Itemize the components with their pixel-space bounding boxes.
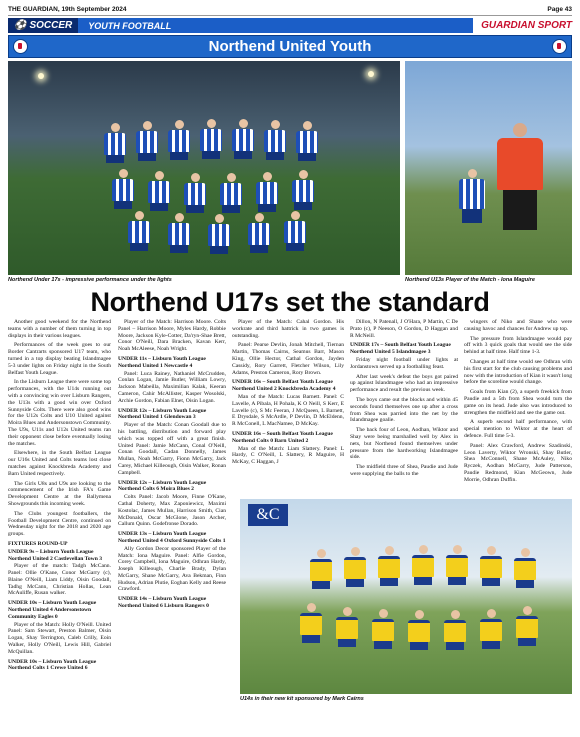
fixture-report: Ally Gordon Decor sponsored Player of the Match: Iona Maguire. Panel: Alfie Gordon, Corey Campbell, Iona Maguire, Odhran Hardy, Joseph Killeough, Charlie Brady, Dylan McGarry, Shane McGarry, Ava Bekman, Finn Hudson, Adrian Plutie, Eoghan Kelly and Reese Crawford. xyxy=(118,545,226,593)
fixture-score: Northend Colts 1 Crewe United 6 xyxy=(8,665,88,672)
fixture-report: Man of the Match: Lucas Barnett. Panel: C Lavelle, A Pibala, H Pohala, K O Neill, S Kerr, E Lavelle (c), S Mc Feeran, J McQueen, L Barnett, E Drysdale, S McArdle, P Devlin, D McEldenn, R McConell, L MacNamee, D McKay. xyxy=(232,393,344,428)
article-column-2 xyxy=(118,319,226,731)
masthead xyxy=(8,4,572,16)
player-figure xyxy=(480,609,502,649)
fixture-league-heading: UNDER 11s – Lisburn Youth League xyxy=(118,355,206,362)
article-paragraph: The back four of Leon, Aodhan, Wiktor and Shay were being marshalled well by Alex in nets, but Northend found themselves under pressure from the hardworking Islandmagee side. xyxy=(350,427,458,461)
article-column-4 xyxy=(350,319,458,494)
player-figure xyxy=(232,119,254,159)
player-figure xyxy=(292,170,314,210)
article-paragraph: wingers of Niko and Shane who were causing havoc and chances for Andrew up top. xyxy=(464,319,572,332)
fixture-score: Northend United 4 Andersonstown Community Eagles 0 xyxy=(8,607,92,620)
fixture-league-heading: UNDER 16s – South Belfast Youth League xyxy=(232,379,333,386)
article-column-1 xyxy=(8,319,111,731)
fixture-score: Northend United 1 Glendowan 3 xyxy=(118,414,196,421)
fixture-score: Northend United 1 Newcastle 4 xyxy=(118,362,193,369)
club-crest-icon xyxy=(13,39,28,54)
player-figure xyxy=(444,610,466,650)
club-crest-icon xyxy=(552,39,567,54)
player-figure xyxy=(296,121,318,161)
fixture-league-heading: UNDER 17s – South Belfast Youth League xyxy=(350,342,451,349)
fixture-report: Player of the Match: Harrison Moore. Colts Panel – Harrison Moore, Myles Hardy, Robbie Moore, Jackson Kyle-Cotter, Da'ryn-Shae Brett, Conor O'Neill, Dara Bracken, Kavan Kerr, Noah McAleese, Noah Wright. xyxy=(118,319,226,353)
fixture-league-heading: UNDER 13s – Lisburn Youth League xyxy=(118,531,207,538)
player-figure xyxy=(480,546,502,586)
fixture-report: Player of the match: Tadgh McCann. Panel: Ollie O'Kane, Conor McGarry (c), Blaine O'Neill, Liam Liddy, Oisin Goodall, Tadhg McCann, Christian Hollas, Lean McAuliffe, Rusan walker. xyxy=(8,563,111,597)
player-figure xyxy=(148,171,170,211)
article-paragraph: The Clubs youngest footballers, the Football Development Centre, continued on Wednesday night for the 2018 and 2020 age groups. xyxy=(8,510,111,538)
fixture-score: Northend United 2 Castlevellan Town 3 xyxy=(8,555,103,562)
headline: Northend U17s set the standard xyxy=(90,287,490,317)
player-figure xyxy=(378,546,400,586)
player-figure xyxy=(372,609,394,649)
floodlight-icon xyxy=(368,71,374,77)
player-of-match-photo xyxy=(405,61,572,275)
fixture-score: Northend Colts 6 Moira Blues 2 xyxy=(118,486,194,493)
fixture-score: Northend Colts 0 Barn United 2 xyxy=(232,437,309,444)
section-bar xyxy=(8,18,572,33)
article-column-3 xyxy=(232,319,344,494)
player-figure xyxy=(344,547,366,587)
player-figure xyxy=(128,211,150,251)
article-paragraph: Another good weekend for the Northend teams with a number of them turning in top displays in their various leagues. xyxy=(8,319,111,339)
article-paragraph: The boys came out the blocks and within 45 seconds found themselves one up after a cross from Shea was parried into the net by the Islandmagee goalie. xyxy=(350,396,458,424)
player-figure xyxy=(516,606,538,646)
player-figure xyxy=(256,172,278,212)
fixture-league-heading: UNDER 9s – Lisburn Youth League xyxy=(8,548,94,555)
player-figure xyxy=(208,214,230,254)
fixture-report: Dillon, N Patenall, J O'Hara, P Martin, C De Prato (c), P Neeson, O Gordon, D Haggan and R McNeill. xyxy=(350,319,458,339)
fixture-league-heading: UNDER 10s – Lisburn Youth League xyxy=(8,658,97,665)
article-paragraph: Changes at half time would see Odhran with his first start for the club causing problems and now with the introduction of Kian it wasn't long before the scoreline would change. xyxy=(464,358,572,386)
player-figure xyxy=(310,549,332,589)
photo-caption-main: Northend Under 17s - impressive performance under the lights xyxy=(8,277,172,283)
fixture-league-heading: UNDER 14s – Lisburn Youth League xyxy=(118,596,207,603)
fixture-score: Northend United 6 Lisburn Rangers 0 xyxy=(118,603,209,610)
player-figure xyxy=(284,211,306,251)
football-icon: ⚽ xyxy=(14,20,27,31)
fixture-league-heading: UNDER 12s – Lisburn Youth League xyxy=(118,479,207,486)
player-figure xyxy=(459,169,485,223)
article-paragraph: After last week's defeat the boys got paired up against Islandmagee who had an impressive performance and result the previous week. xyxy=(350,373,458,394)
player-figure xyxy=(220,173,242,213)
article-paragraph: Performances of the week goes to our Border Cantrarts sponsored U17 team, who turned in a top display beating Islandmagee 5-3 under lights on Friday night in the South Belfast Youth League. xyxy=(8,342,111,376)
fixture-score: Northend United 2 Knockbreda Academy 4 xyxy=(232,386,336,393)
guardian-sport-logo: GUARDIAN SPORT xyxy=(481,20,572,31)
sponsor-logo: &C xyxy=(248,504,288,526)
referee-figure xyxy=(497,123,543,230)
soccer-label: SOCCER xyxy=(29,20,73,31)
player-figure xyxy=(514,548,536,588)
article-column-5 xyxy=(464,319,572,494)
photo-caption-side: Northend U13s Player of the Match - Iona Maguire xyxy=(405,277,535,283)
team-photo-u17 xyxy=(8,61,400,275)
masthead-date: THE GUARDIAN, 19th September 2024 xyxy=(8,6,127,13)
fixture-report: Player of the Match: Holly O'Neill. United Panel: Sam Stewart, Preston Balmer, Oisin Logan, Shay Terrington, Caleb Crilly, Eoin Walker, Holly O'Neill, Lewis Hill, Gabriel McQuillan. xyxy=(8,621,111,655)
player-figure xyxy=(408,610,430,650)
fixture-report: Man of the Match: Liam Slattery. Panel: L Hardy, C O'Neill, L Slattery, R Maguire, H McKay, C Haggan, J xyxy=(232,445,344,466)
soccer-tag xyxy=(8,18,78,33)
player-figure xyxy=(300,603,322,643)
player-figure xyxy=(112,169,134,209)
floodlight-icon xyxy=(38,73,44,79)
player-figure xyxy=(136,121,158,161)
article-paragraph: The Girls U8s and U9s are looking to the commencement of the Irish FA's Game Development Centre at the Ballymena Showgrounds this incoming week. xyxy=(8,480,111,507)
player-figure xyxy=(168,213,190,253)
player-figure xyxy=(200,119,222,159)
player-figure xyxy=(184,173,206,213)
player-figure xyxy=(412,545,434,585)
article-paragraph: The midfield three of Shea, Paudie and Jude were supplying the balls to the xyxy=(350,464,458,477)
player-figure xyxy=(168,120,190,160)
banner-title: Northend United Youth xyxy=(208,38,372,55)
player-figure xyxy=(264,120,286,160)
player-figure xyxy=(104,123,126,163)
fixture-league-heading: UNDER 12s – Lisburn Youth League xyxy=(118,407,207,414)
article-paragraph: In the Lisburn League there were some top performances, with the U14s running out with a convincing win over Lisburn Rangers, the U13s with a good win over Oxford Sunnyside Colts. There were also good wins for the U12s Colts and U10 United against Moira Blues and Andersonstown Community. The U9s, U11s and U12s United teams ran their opponent close before eventually losing the matches. xyxy=(8,379,111,447)
article-paragraph: Friday night football under lights at Jordanstown served up a footballing feast. xyxy=(350,356,458,370)
fixture-report: Panel: Luca Rainey, Nathaniel McCrudden, Conlan Logan, Jamie Butler, William Lowry, Jackson Mabeilla, Maximilian Kalak, Keeran Cameron, Cahir McAllister, Kasper Wosolski, Archie Gordon, Fabian Elnet, Oisin Logan. xyxy=(118,370,226,404)
player-figure xyxy=(336,607,358,647)
player-figure xyxy=(446,545,468,585)
fixture-report: Player of the Match: Cahal Gordon. His workrate and third hattrick in two games is outstanding. xyxy=(232,319,344,339)
youth-football-tag: YOUTH FOOTBALL xyxy=(78,18,473,33)
title-banner xyxy=(8,35,572,58)
article-paragraph: Goals from Kian (2), a superb freekick from Paudie and a 5th from Shea would turn the game on its head. Jude also was introduced to strengthen the midfield and see the game out. xyxy=(464,389,572,416)
fixture-report: Panel: Pearse Devlin, Jonah Mitchell, Tiernan Martin, Thomas Cairns, Seamus Barr, Mason King, Ollie Hector, Cathal Gordon, Jayden Cassidy, Rory Garrett, Fletcher Wilson, Lily Adams, Preston Cameron, Rory Brown. xyxy=(232,342,344,376)
team-photo-u14 xyxy=(240,499,572,694)
player-figure xyxy=(248,213,270,253)
fixtures-heading: FIXTURES ROUND-UP xyxy=(8,540,68,547)
photo-caption-bottom: U14s in their new kit sponsored by Mark Cairns xyxy=(240,696,364,702)
article-paragraph: A superb second half performance, with special mention to Wiktor at the heart of defence. Full time 5-3. xyxy=(464,419,572,439)
fixture-score: Northend United 4 Oxford Sunnyside Colts 1 xyxy=(118,537,226,544)
page-number: Page 43 xyxy=(547,6,572,13)
fixture-league-heading: UNDER 10s – Lisburn Youth League xyxy=(8,600,97,607)
article-paragraph: The pressure from Islandmagee would pay off with 3 quick goals that would see the side behind at half time. Half time 1-3. xyxy=(464,335,572,356)
fixture-report: Player of the Match: Conan Goodall due to his battling, distribution and forward play which was topped off with a great finish. United Panel: Jamie McCann, Conal O'Neill, Conan Goodall, Cadan Donnelly, James Mullan, Noah McGarry, Fionn McGarry, Jack Carey, Michael Killeough, Oisin Walker, Ronan Campbell. xyxy=(118,422,226,476)
article-paragraph: Elsewhere, in the South Belfast League our U16s United and Colts teams lost close matches against Knockbreda Academy and Barn United respectively. xyxy=(8,450,111,477)
fixture-score: Northend United 5 Islandmagee 3 xyxy=(350,349,431,356)
fixture-report: Colts Panel: Jacob Moore, Finne O'Kane, Cathal Doherty, Max Zaponiewicz, Maximi Kostolac, James Mullan, Harrison Smith, Cian McDonald, Oscar McGlone, Jason Archer, Callum Quinn. Godefronse Dorado. xyxy=(118,494,226,528)
article-paragraph: Panel: Alex Crawford, Andrew Szadinski, Leon Laverty, Wiktor Wronski, Shay Butler, Shea McConnell, Shane McAuley, Niko Ryczek, Aodhan McGarry, Jude Patterson, Paudie Redmond, Kian McGeown, Jude Morrie, Odhran Duffin. xyxy=(464,442,572,483)
fixture-league-heading: UNDER 16s – South Belfast Youth League xyxy=(232,430,333,437)
